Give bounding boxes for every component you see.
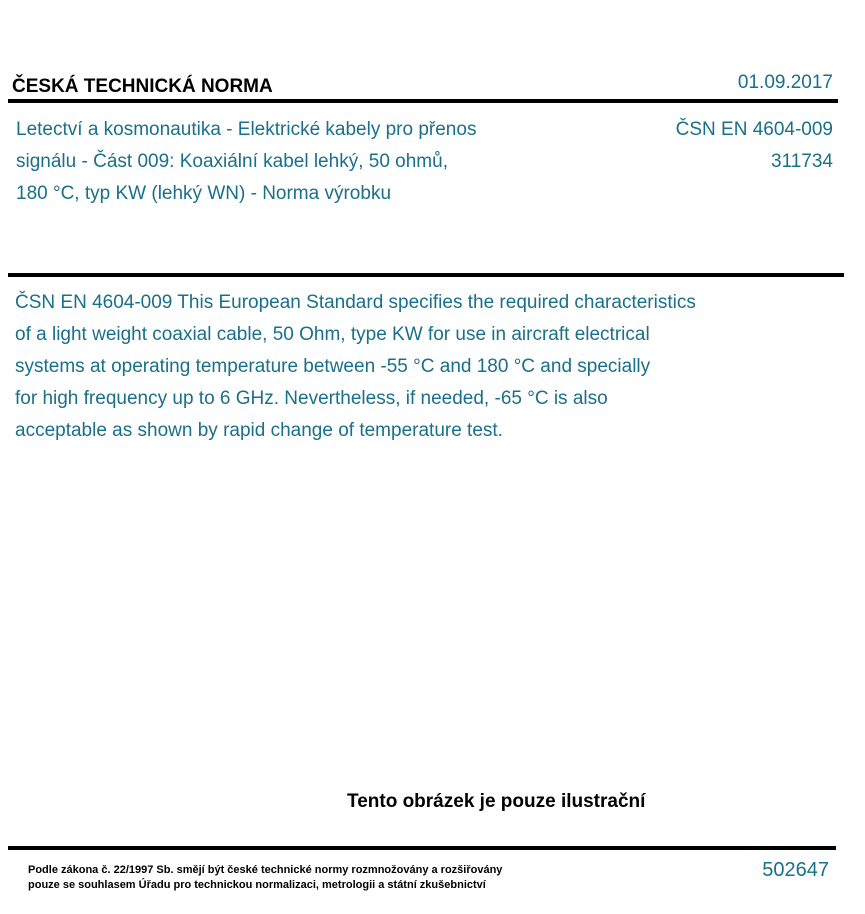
title-divider xyxy=(8,273,844,277)
header-divider xyxy=(8,99,838,103)
standard-title-line: 180 °C, typ KW (lehký WN) - Norma výrobku xyxy=(16,183,392,204)
abstract-line: acceptable as shown by rapid change of temperature test. xyxy=(15,420,503,441)
standard-title-line: signálu - Část 009: Koaxiální kabel lehký, 50 ohmů, xyxy=(16,151,448,172)
standard-title xyxy=(16,114,576,210)
page-title: ČESKÁ TECHNICKÁ NORMA xyxy=(12,76,273,97)
abstract-line: for high frequency up to 6 GHz. Nevertheless, if needed, -65 °C is also xyxy=(15,388,608,409)
standard-identifiers xyxy=(676,114,833,178)
footer-divider xyxy=(8,846,836,850)
abstract-line: ČSN EN 4604-009 This European Standard specifies the required characteristics xyxy=(15,292,696,313)
legal-notice-line: Podle zákona č. 22/1997 Sb. smějí být české technické normy rozmnožovány a rozšiřovány xyxy=(28,864,503,876)
standard-title-line: Letectví a kosmonautika - Elektrické kabely pro přenos xyxy=(16,119,477,140)
legal-notice xyxy=(28,863,502,893)
abstract-line: of a light weight coaxial cable, 50 Ohm, type KW for use in aircraft electrical xyxy=(15,324,650,345)
publication-date: 01.09.2017 xyxy=(737,72,833,93)
illustration-note: Tento obrázek je pouze ilustrační xyxy=(347,791,646,812)
class-number: 311734 xyxy=(771,151,833,172)
document-number: 502647 xyxy=(762,859,829,881)
legal-notice-line: pouze se souhlasem Úřadu pro technickou normalizaci, metrologii a státní zkušebnictví xyxy=(28,879,486,891)
abstract-line: systems at operating temperature between -55 °C and 180 °C and specially xyxy=(15,356,651,377)
abstract xyxy=(15,287,815,447)
standard-code: ČSN EN 4604-009 xyxy=(675,119,833,140)
